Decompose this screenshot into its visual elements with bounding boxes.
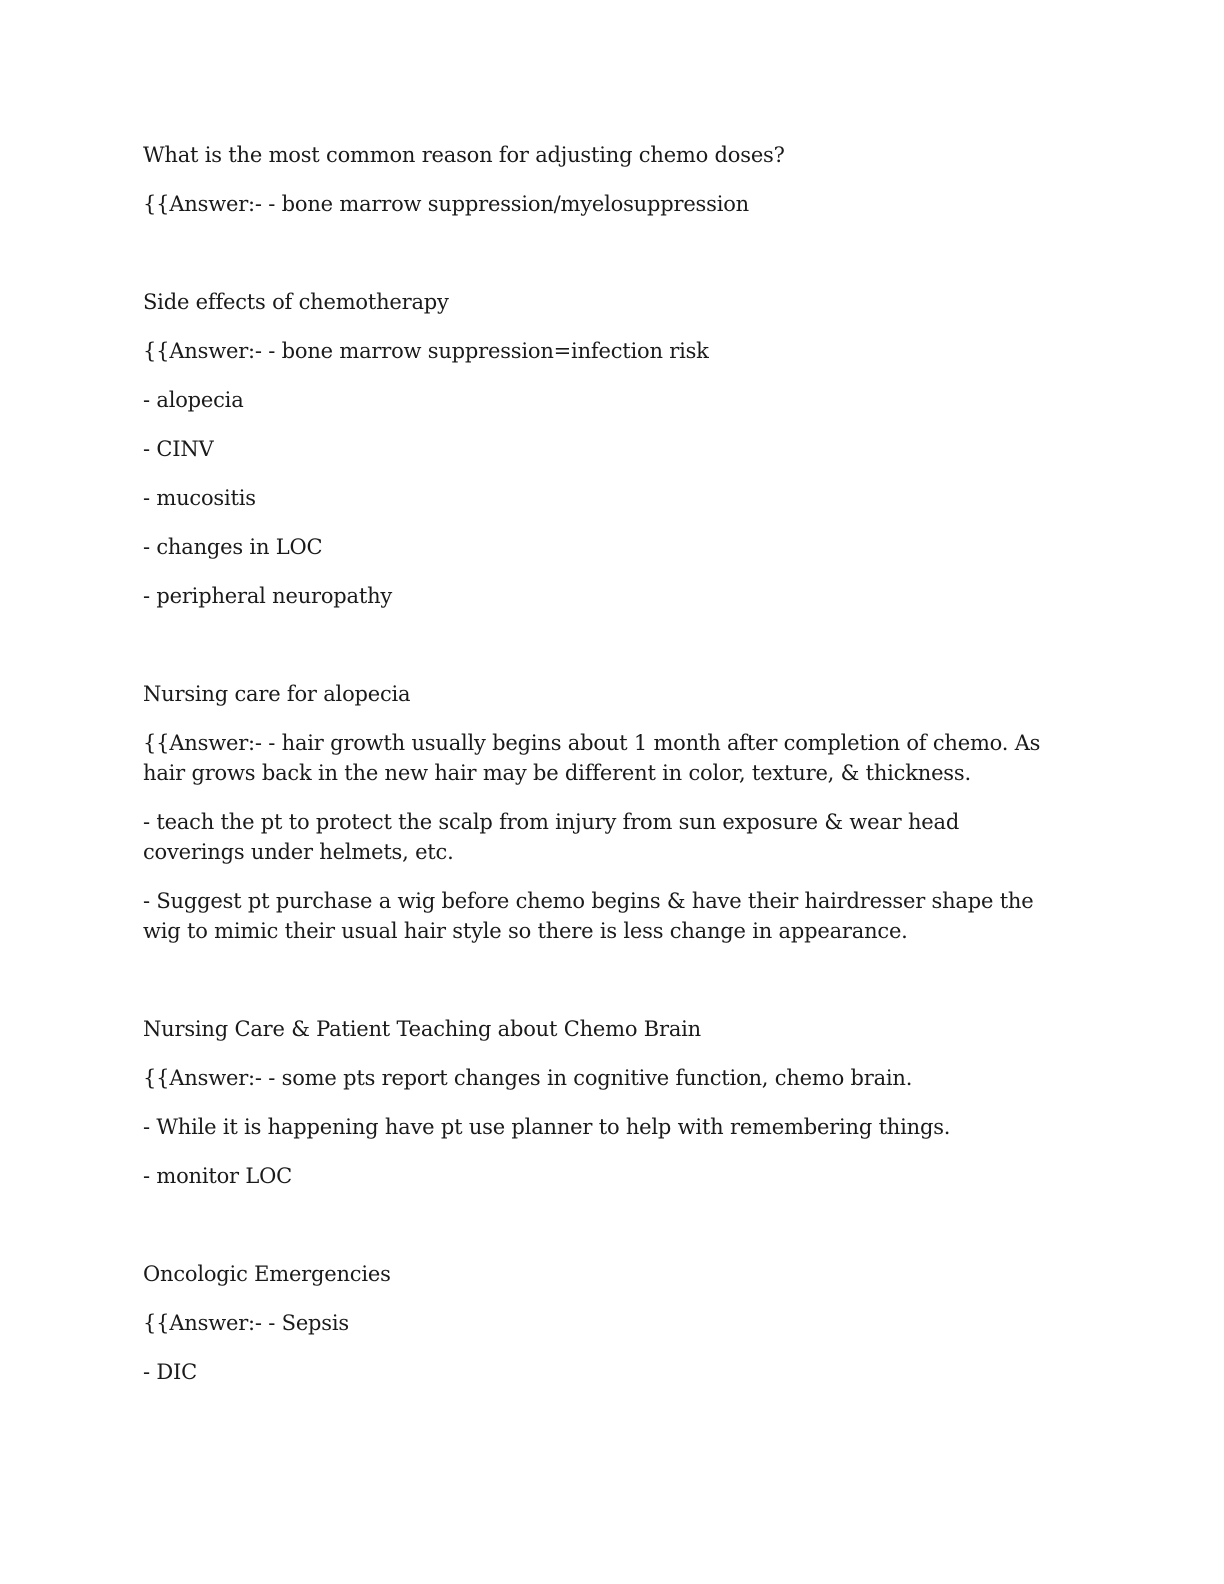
answer-line: {{Answer:- - bone marrow suppression/myelosuppression [143, 192, 749, 216]
document-page [143, 140, 1063, 1406]
answer-line: {{Answer:- - hair growth usually begins about 1 month after completion of chemo. As hair grows back in the new hair may be different in color, texture, & thickness. [143, 731, 1041, 785]
question-text: What is the most common reason for adjusting chemo doses? [143, 143, 785, 167]
question-text: Nursing care for alopecia [143, 682, 411, 706]
section-gap [143, 238, 1063, 287]
answer-line: - changes in LOC [143, 535, 323, 559]
qa-card [143, 287, 1063, 611]
section-gap [143, 1210, 1063, 1259]
section-gap [143, 630, 1063, 679]
qa-card [143, 140, 1063, 219]
answer-line: {{Answer:- - some pts report changes in cognitive function, chemo brain. [143, 1066, 913, 1090]
qa-card [143, 679, 1063, 946]
question-text: Side effects of chemotherapy [143, 290, 449, 314]
answer-line: - Suggest pt purchase a wig before chemo begins & have their hairdresser shape the wig to mimic their usual hair style so there is less change in appearance. [143, 889, 1034, 943]
qa-card [143, 1259, 1063, 1387]
answer-line: - While it is happening have pt use planner to help with remembering things. [143, 1115, 951, 1139]
answer-line: - teach the pt to protect the scalp from injury from sun exposure & wear head coverings under helmets, etc. [143, 810, 960, 864]
section-gap [143, 965, 1063, 1014]
answer-line: {{Answer:- - Sepsis [143, 1311, 349, 1335]
answer-line: - peripheral neuropathy [143, 584, 393, 608]
question-text: Nursing Care & Patient Teaching about Chemo Brain [143, 1017, 701, 1041]
answer-line: - CINV [143, 437, 214, 461]
answer-line: {{Answer:- - bone marrow suppression=infection risk [143, 339, 709, 363]
qa-card [143, 1014, 1063, 1191]
answer-line: - DIC [143, 1360, 197, 1384]
answer-line: - mucositis [143, 486, 256, 510]
question-text: Oncologic Emergencies [143, 1262, 391, 1286]
answer-line: - monitor LOC [143, 1164, 292, 1188]
answer-line: - alopecia [143, 388, 244, 412]
